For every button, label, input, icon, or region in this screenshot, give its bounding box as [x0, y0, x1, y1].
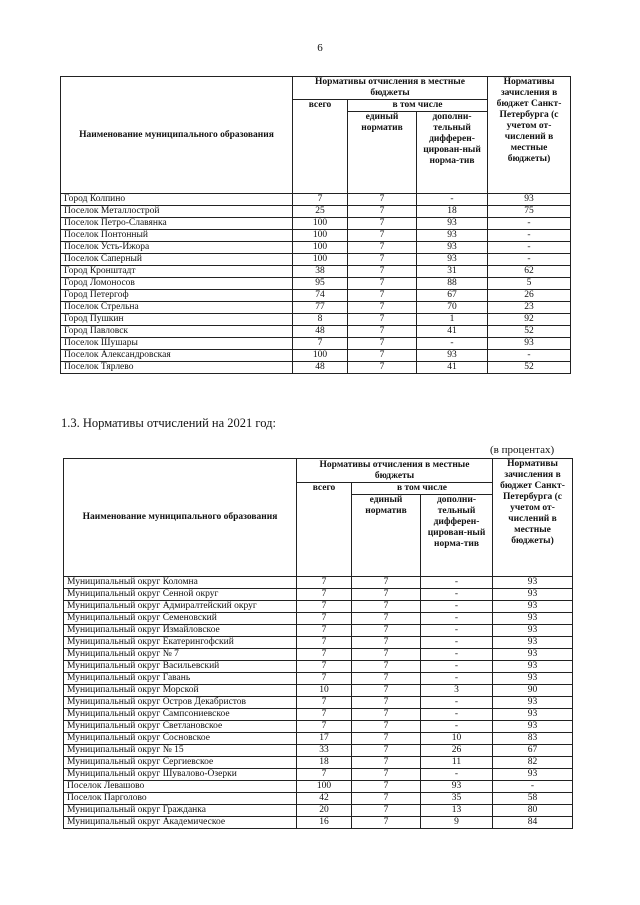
row-additional: 35 [421, 793, 493, 805]
row-name: Поселок Понтонный [61, 230, 293, 242]
row-spb: 5 [488, 278, 571, 290]
row-additional: - [421, 589, 493, 601]
table-row [61, 278, 571, 290]
row-additional: - [421, 709, 493, 721]
row-name: Поселок Металлострой [61, 206, 293, 218]
row-additional: 10 [421, 733, 493, 745]
row-spb: 80 [493, 805, 573, 817]
row-total: 17 [297, 733, 352, 745]
row-total: 16 [297, 817, 352, 829]
row-name: Муниципальный округ Остров Декабристов [64, 697, 297, 709]
row-total: 100 [293, 254, 348, 266]
row-single: 7 [348, 362, 417, 374]
row-name: Поселок Стрельна [61, 302, 293, 314]
row-spb: 93 [493, 577, 573, 589]
row-additional: 93 [421, 781, 493, 793]
row-name: Муниципальный округ Измайловское [64, 625, 297, 637]
table-row [61, 302, 571, 314]
table-row [64, 577, 573, 589]
row-total: 7 [297, 673, 352, 685]
row-total: 100 [293, 242, 348, 254]
row-total: 95 [293, 278, 348, 290]
row-additional: 70 [417, 302, 488, 314]
row-additional: - [421, 625, 493, 637]
row-name: Муниципальный округ Морской [64, 685, 297, 697]
row-name: Муниципальный округ Академическое [64, 817, 297, 829]
row-additional: 93 [417, 254, 488, 266]
page-number: 6 [317, 42, 323, 54]
row-total: 8 [293, 314, 348, 326]
row-total: 100 [293, 230, 348, 242]
row-additional: 41 [417, 362, 488, 374]
norms-table-1 [60, 76, 571, 374]
table-row [64, 589, 573, 601]
row-total: 42 [297, 793, 352, 805]
row-single: 7 [348, 254, 417, 266]
row-spb: - [488, 242, 571, 254]
row-single: 7 [352, 673, 421, 685]
row-spb: 93 [493, 625, 573, 637]
row-total: 74 [293, 290, 348, 302]
row-total: 7 [297, 697, 352, 709]
row-total: 38 [293, 266, 348, 278]
table-row [64, 673, 573, 685]
row-single: 7 [352, 625, 421, 637]
row-name: Муниципальный округ Сампсониевское [64, 709, 297, 721]
header-single: единый норматив [348, 112, 417, 194]
row-spb: 93 [493, 637, 573, 649]
header-total: всего [297, 483, 352, 577]
row-additional: 88 [417, 278, 488, 290]
row-additional: 13 [421, 805, 493, 817]
norms-table-2 [63, 458, 573, 829]
table-row [64, 817, 573, 829]
row-single: 7 [352, 613, 421, 625]
row-additional: 11 [421, 757, 493, 769]
row-total: 7 [297, 769, 352, 781]
row-single: 7 [352, 589, 421, 601]
row-single: 7 [348, 230, 417, 242]
row-single: 7 [348, 314, 417, 326]
row-additional: 93 [417, 350, 488, 362]
row-single: 7 [352, 577, 421, 589]
header-total: всего [293, 100, 348, 194]
row-name: Город Кронштадт [61, 266, 293, 278]
row-additional: - [421, 673, 493, 685]
row-additional: - [421, 661, 493, 673]
row-total: 7 [297, 649, 352, 661]
row-total: 25 [293, 206, 348, 218]
row-additional: - [421, 697, 493, 709]
row-single: 7 [348, 266, 417, 278]
section-title: 1.3. Нормативы отчислений на 2021 год: [61, 416, 276, 430]
row-additional: - [417, 194, 488, 206]
row-single: 7 [348, 194, 417, 206]
header-including: в том числе [352, 483, 493, 495]
row-single: 7 [352, 817, 421, 829]
row-single: 7 [348, 206, 417, 218]
row-name: Муниципальный округ Гражданка [64, 805, 297, 817]
row-name: Поселок Александровская [61, 350, 293, 362]
row-spb: - [493, 781, 573, 793]
row-single: 7 [348, 338, 417, 350]
row-single: 7 [352, 793, 421, 805]
row-additional: 41 [417, 326, 488, 338]
row-additional: - [421, 769, 493, 781]
row-additional: 3 [421, 685, 493, 697]
row-name: Муниципальный округ Шувалово-Озерки [64, 769, 297, 781]
row-additional: - [421, 601, 493, 613]
header-name: Наименование муниципального образования [64, 459, 297, 577]
row-spb: 93 [493, 613, 573, 625]
table-row [61, 362, 571, 374]
row-single: 7 [348, 242, 417, 254]
row-total: 7 [297, 637, 352, 649]
row-spb: 52 [488, 326, 571, 338]
row-name: Муниципальный округ Екатерингофский [64, 637, 297, 649]
row-single: 7 [348, 350, 417, 362]
header-additional: дополни-тельный дифферен-цирован-ный норма-тив [421, 495, 493, 577]
row-spb: 92 [488, 314, 571, 326]
row-additional: - [421, 613, 493, 625]
row-name: Поселок Парголово [64, 793, 297, 805]
row-single: 7 [352, 805, 421, 817]
row-total: 7 [297, 661, 352, 673]
header-local-budgets: Нормативы отчисления в местные бюджеты [297, 459, 493, 483]
table-2-body [64, 577, 573, 829]
table-row [61, 242, 571, 254]
row-name: Муниципальный округ Светлановское [64, 721, 297, 733]
row-single: 7 [352, 601, 421, 613]
row-total: 10 [297, 685, 352, 697]
table-row [64, 697, 573, 709]
row-name: Муниципальный округ Гавань [64, 673, 297, 685]
table-row [61, 254, 571, 266]
units-note: (в процентах) [490, 444, 555, 456]
row-total: 7 [297, 589, 352, 601]
row-name: Город Колпино [61, 194, 293, 206]
header-additional: дополни-тельный дифферен-цирован-ный норма-тив [417, 112, 488, 194]
row-spb: 82 [493, 757, 573, 769]
table-1-body [61, 194, 571, 374]
row-spb: 93 [493, 697, 573, 709]
row-total: 7 [297, 601, 352, 613]
table-row [64, 769, 573, 781]
row-name: Поселок Усть-Ижора [61, 242, 293, 254]
row-additional: 93 [417, 230, 488, 242]
row-additional: - [421, 649, 493, 661]
row-single: 7 [348, 290, 417, 302]
row-single: 7 [352, 637, 421, 649]
row-spb: 93 [488, 338, 571, 350]
header-including: в том числе [348, 100, 488, 112]
header-spb-budget: Нормативы зачисления в бюджет Санкт-Петербурга (с учетом от-числений в местные бюджеты) [493, 459, 573, 577]
row-additional: 9 [421, 817, 493, 829]
table-row [61, 290, 571, 302]
row-total: 100 [293, 350, 348, 362]
row-total: 7 [293, 338, 348, 350]
table-row [61, 266, 571, 278]
row-single: 7 [352, 745, 421, 757]
row-name: Муниципальный округ Сергиевское [64, 757, 297, 769]
table-row [61, 314, 571, 326]
row-total: 77 [293, 302, 348, 314]
row-name: Муниципальный округ Васильевский [64, 661, 297, 673]
row-spb: 23 [488, 302, 571, 314]
row-name: Город Ломоносов [61, 278, 293, 290]
row-single: 7 [352, 781, 421, 793]
table-row [64, 793, 573, 805]
row-name: Город Петергоф [61, 290, 293, 302]
row-single: 7 [352, 721, 421, 733]
table-row [64, 757, 573, 769]
row-single: 7 [352, 769, 421, 781]
row-total: 33 [297, 745, 352, 757]
row-single: 7 [352, 697, 421, 709]
row-total: 7 [293, 194, 348, 206]
row-total: 7 [297, 721, 352, 733]
row-total: 7 [297, 613, 352, 625]
table-row [64, 709, 573, 721]
row-additional: - [417, 338, 488, 350]
row-single: 7 [348, 326, 417, 338]
row-total: 7 [297, 577, 352, 589]
table-row [64, 625, 573, 637]
row-total: 48 [293, 326, 348, 338]
row-additional: - [421, 721, 493, 733]
row-additional: 18 [417, 206, 488, 218]
row-total: 20 [297, 805, 352, 817]
table-row [64, 613, 573, 625]
row-spb: 93 [493, 661, 573, 673]
row-name: Муниципальный округ № 7 [64, 649, 297, 661]
row-name: Муниципальный округ Сенной округ [64, 589, 297, 601]
row-additional: 93 [417, 242, 488, 254]
header-single: единый норматив [352, 495, 421, 577]
row-spb: 62 [488, 266, 571, 278]
row-total: 7 [297, 625, 352, 637]
row-single: 7 [348, 218, 417, 230]
table-row [64, 649, 573, 661]
row-spb: 93 [493, 709, 573, 721]
row-spb: 93 [488, 194, 571, 206]
row-spb: - [488, 230, 571, 242]
row-total: 100 [293, 218, 348, 230]
row-additional: 67 [417, 290, 488, 302]
table-row [64, 805, 573, 817]
row-additional: - [421, 577, 493, 589]
row-total: 7 [297, 709, 352, 721]
table-row [64, 685, 573, 697]
row-spb: 93 [493, 721, 573, 733]
row-single: 7 [352, 709, 421, 721]
table-row [64, 637, 573, 649]
row-spb: - [488, 254, 571, 266]
row-name: Муниципальный округ Коломна [64, 577, 297, 589]
row-name: Поселок Саперный [61, 254, 293, 266]
row-spb: 83 [493, 733, 573, 745]
row-single: 7 [352, 733, 421, 745]
table-row [64, 661, 573, 673]
row-total: 18 [297, 757, 352, 769]
row-total: 100 [297, 781, 352, 793]
row-additional: - [421, 637, 493, 649]
table-row [64, 601, 573, 613]
table-row [61, 326, 571, 338]
row-spb: 90 [493, 685, 573, 697]
row-spb: 93 [493, 589, 573, 601]
table-row [64, 781, 573, 793]
header-name: Наименование муниципального образования [61, 77, 293, 194]
row-name: Муниципальный округ Семеновский [64, 613, 297, 625]
row-name: Поселок Тярлево [61, 362, 293, 374]
row-spb: 67 [493, 745, 573, 757]
table-row [64, 721, 573, 733]
row-spb: 93 [493, 649, 573, 661]
row-name: Поселок Левашово [64, 781, 297, 793]
row-spb: 75 [488, 206, 571, 218]
row-name: Муниципальный округ Адмиралтейский округ [64, 601, 297, 613]
row-single: 7 [352, 649, 421, 661]
row-name: Город Пушкин [61, 314, 293, 326]
row-single: 7 [352, 685, 421, 697]
row-spb: - [488, 218, 571, 230]
table-row [61, 194, 571, 206]
row-spb: 93 [493, 769, 573, 781]
table-row [61, 350, 571, 362]
row-spb: 93 [493, 673, 573, 685]
table-row [61, 230, 571, 242]
row-spb: 93 [493, 601, 573, 613]
row-name: Муниципальный округ № 15 [64, 745, 297, 757]
table-row [64, 745, 573, 757]
row-spb: 52 [488, 362, 571, 374]
header-spb-budget: Нормативы зачисления в бюджет Санкт-Петербурга (с учетом от-числений в местные бюджеты) [488, 77, 571, 194]
row-spb: 58 [493, 793, 573, 805]
row-spb: 84 [493, 817, 573, 829]
row-name: Поселок Петро-Славянка [61, 218, 293, 230]
row-additional: 26 [421, 745, 493, 757]
row-single: 7 [352, 661, 421, 673]
row-additional: 93 [417, 218, 488, 230]
table-row [61, 218, 571, 230]
row-additional: 31 [417, 266, 488, 278]
table-row [64, 733, 573, 745]
row-total: 48 [293, 362, 348, 374]
header-local-budgets: Нормативы отчисления в местные бюджеты [293, 77, 488, 100]
row-single: 7 [352, 757, 421, 769]
table-row [61, 338, 571, 350]
row-single: 7 [348, 278, 417, 290]
row-name: Муниципальный округ Сосновское [64, 733, 297, 745]
row-spb: - [488, 350, 571, 362]
row-spb: 26 [488, 290, 571, 302]
row-additional: 1 [417, 314, 488, 326]
row-name: Поселок Шушары [61, 338, 293, 350]
row-single: 7 [348, 302, 417, 314]
table-row [61, 206, 571, 218]
row-name: Город Павловск [61, 326, 293, 338]
